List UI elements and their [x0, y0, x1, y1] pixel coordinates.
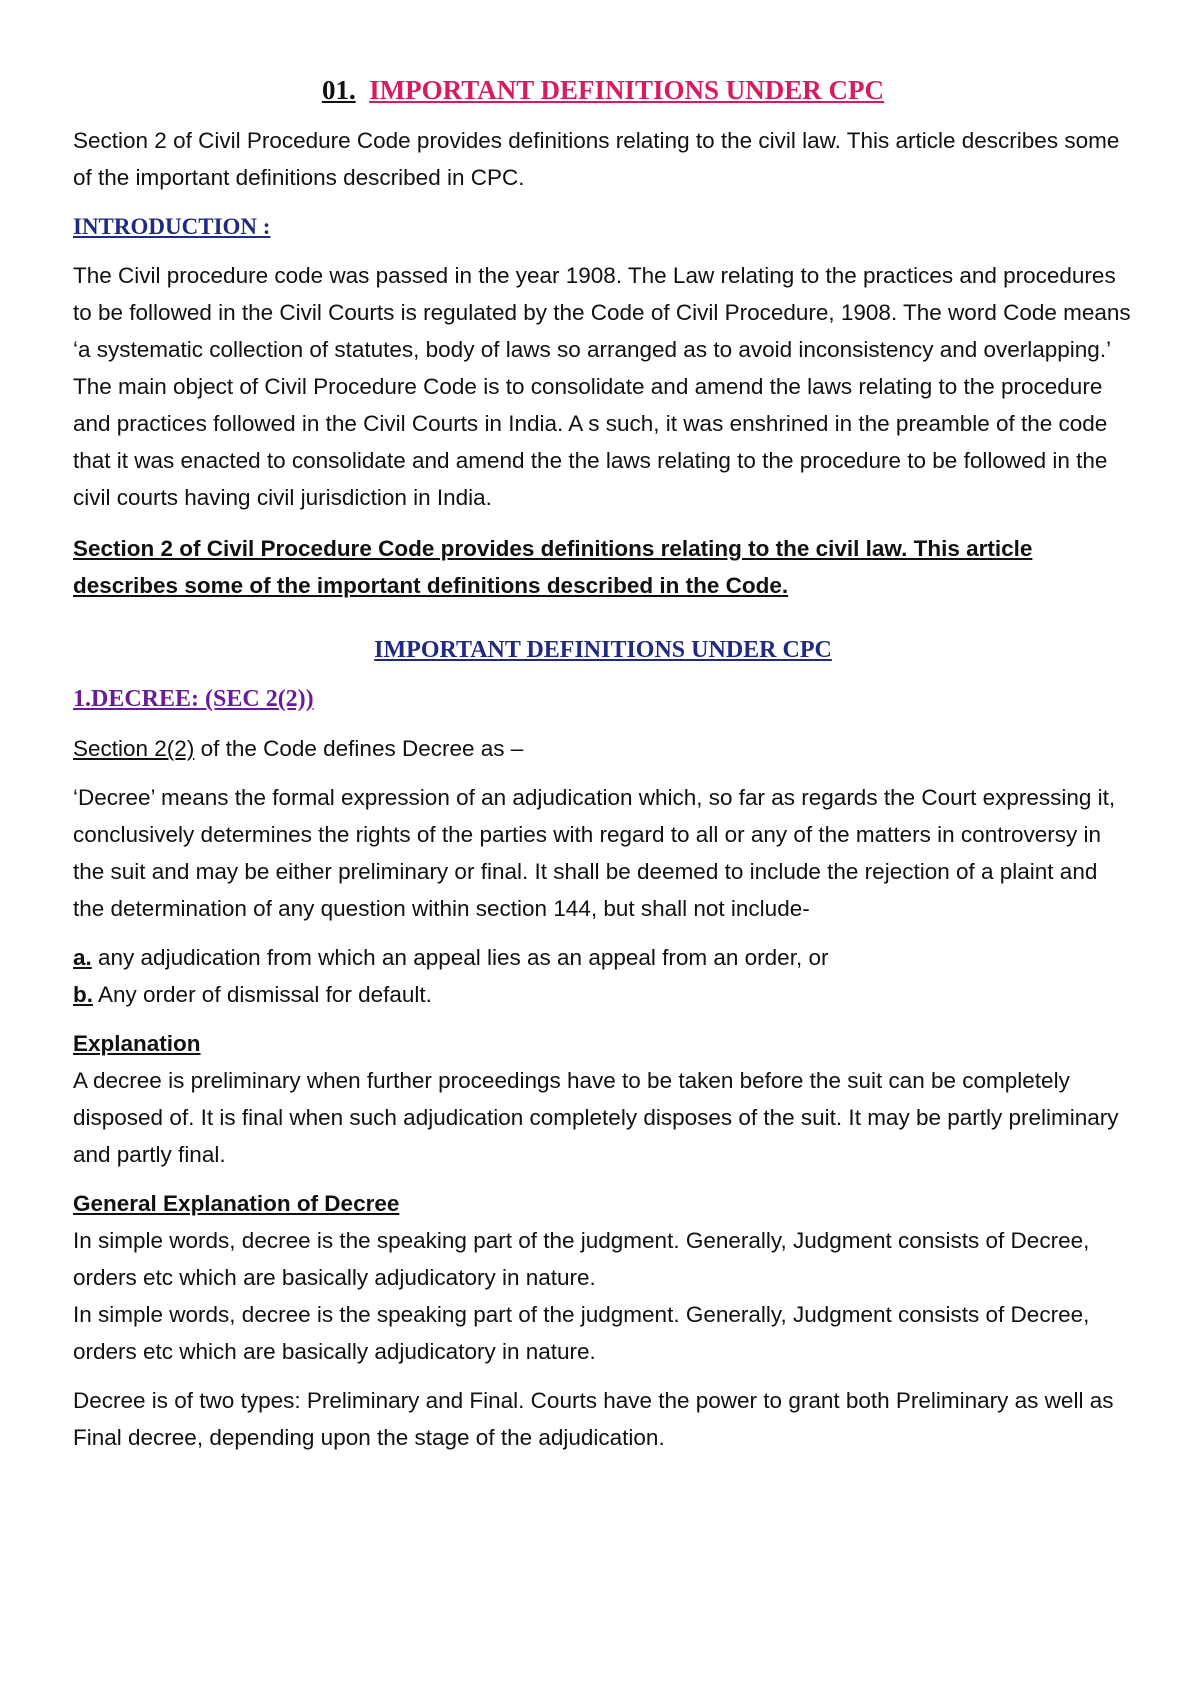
exclusions-list: [73, 939, 1133, 1013]
introduction-paragraph-2: The main object of Civil Procedure Code is to consolidate and amend the laws relating to the procedure and practices followed in the Civil Courts in India. A s such, it was enshrined in the preamble of the code that it was enacted to consolidate and amend the the laws relating to the procedure to be followed in the civil courts having civil jurisdiction in India.: [73, 374, 1108, 510]
general-explanation-block: [73, 1185, 1133, 1296]
exclusion-marker: b.: [73, 982, 93, 1007]
bold-statement: Section 2 of Civil Procedure Code provides definitions relating to the civil law. This article describes some of the important definitions described in the Code.: [73, 536, 1033, 598]
intro-paragraph: Section 2 of Civil Procedure Code provides definitions relating to the civil law. This article describes some of the important definitions described in CPC.: [73, 128, 1120, 190]
section-reference: [73, 730, 1133, 767]
section-reference-link[interactable]: Section 2(2): [73, 736, 195, 761]
introduction-heading: INTRODUCTION :: [73, 214, 271, 239]
title-text: IMPORTANT DEFINITIONS UNDER CPC: [369, 75, 885, 105]
title-number: 01.: [321, 75, 356, 105]
exclusion-item: [73, 976, 1133, 1013]
general-explanation-text-1: In simple words, decree is the speaking part of the judgment. Generally, Judgment consists of Decree, orders etc which are basically adjudicatory in nature.: [73, 1228, 1090, 1290]
exclusion-marker: a.: [73, 945, 92, 970]
exclusion-item: [73, 939, 1133, 976]
section-reference-text: of the Code defines Decree as –: [194, 736, 524, 761]
general-explanation-text-2: In simple words, decree is the speaking part of the judgment. Generally, Judgment consists of Decree, orders etc which are basically adjudicatory in nature.: [73, 1302, 1090, 1364]
document-title: [73, 70, 1133, 110]
explanation-block: [73, 1025, 1133, 1173]
general-explanation-heading: General Explanation of Decree: [73, 1191, 400, 1216]
explanation-text: A decree is preliminary when further proceedings have to be taken before the suit can be completely disposed of. It is final when such adjudication completely disposes of the suit. It may be partly preliminary and partly final.: [73, 1068, 1119, 1167]
exclusion-text: Any order of dismissal for default.: [93, 982, 432, 1007]
introduction-paragraph-1: The Civil procedure code was passed in the year 1908. The Law relating to the practices and procedures to be followed in the Civil Courts is regulated by the Code of Civil Procedure, 1908. The word Code means ‘a systematic collection of statutes, body of laws so arranged as to avoid inconsistency and overlapping.’: [73, 263, 1131, 362]
decree-definition: ‘Decree’ means the formal expression of an adjudication which, so far as regards the Court expressing it, conclusively determines the rights of the parties with regard to all or any of the matters in controversy in the suit and may be either preliminary or final. It shall be deemed to include the rejection of a plaint and the determination of any question within section 144, but shall not include-: [73, 785, 1116, 921]
definitions-heading: IMPORTANT DEFINITIONS UNDER CPC: [374, 637, 832, 663]
document-page: [73, 70, 1133, 1468]
exclusion-text: any adjudication from which an appeal lies as an appeal from an order, or: [91, 945, 829, 970]
decree-types-paragraph: Decree is of two types: Preliminary and Final. Courts have the power to grant both Preliminary as well as Final decree, depending upon the stage of the adjudication.: [73, 1388, 1114, 1450]
decree-heading: 1.DECREE: (SEC 2(2)): [73, 686, 314, 712]
explanation-heading: Explanation: [73, 1031, 201, 1056]
